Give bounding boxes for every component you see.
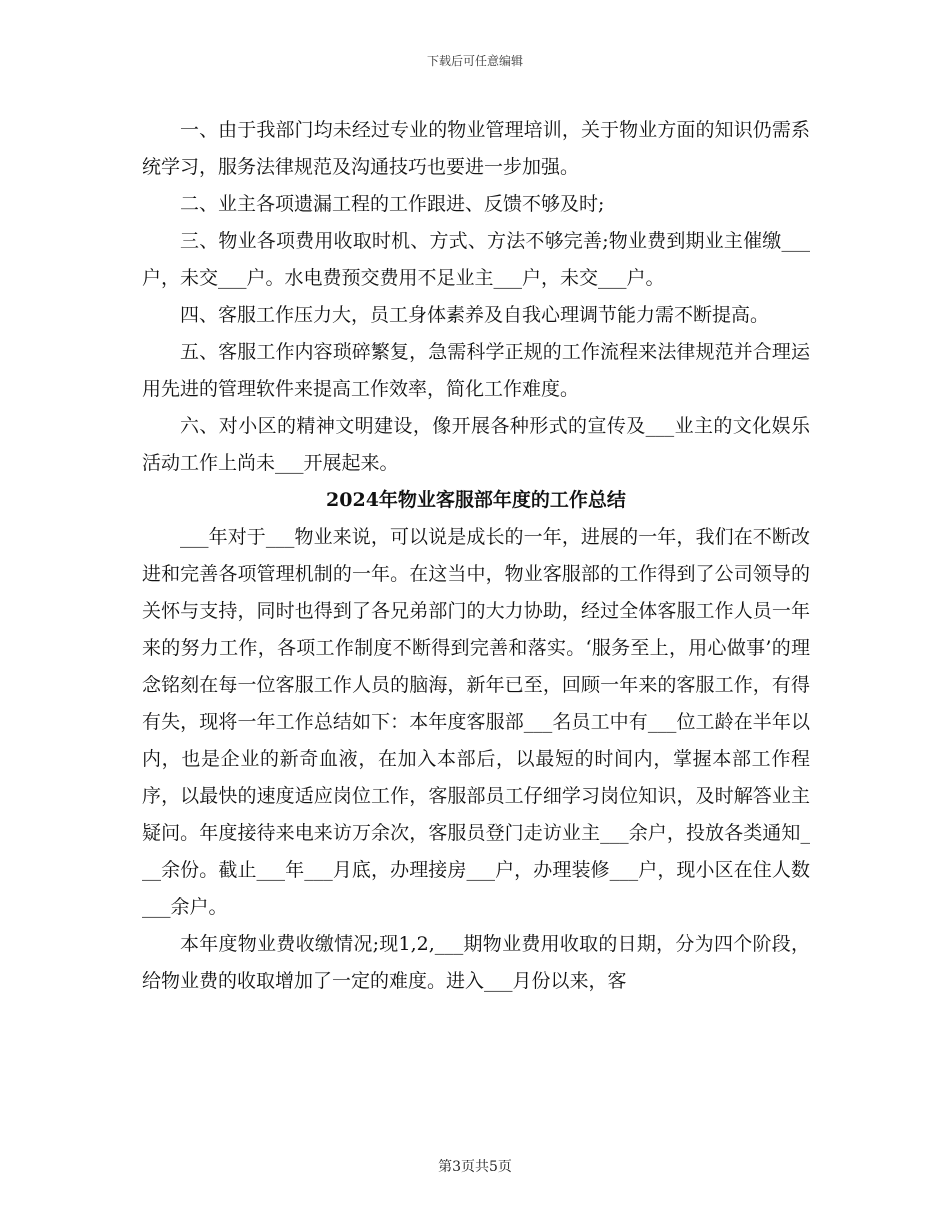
paragraph-3: 三、物业各项费用收取时机、方式、方法不够完善;物业费到期业主催缴___户，未交___户。水电费预交费用不足业主___户，未交___户。	[142, 230, 810, 289]
page-footer: 第3页共5页	[438, 1159, 512, 1175]
document-body	[142, 112, 810, 1000]
paragraph-8: 本年度物业费收缴情况;现1,2,___期物业费用收取的日期，分为四个阶段，给物业费的收取增加了一定的难度。进入___月份以来，客	[142, 933, 810, 992]
paragraph-4: 四、客服工作压力大，员工身体素养及自我心理调节能力需不断提高。	[180, 304, 770, 326]
page-header: 下载后可任意编辑	[426, 54, 523, 68]
paragraph-5: 五、客服工作内容琐碎繁复，急需科学正规的工作流程来法律规范并合理运用先进的管理软件来提高工作效率，简化工作难度。	[142, 341, 810, 400]
section-title: 2024年物业客服部年度的工作总结	[326, 489, 626, 511]
paragraph-6: 六、对小区的精神文明建设，像开展各种形式的宣传及___业主的文化娱乐活动工作上尚未___开展起来。	[142, 415, 810, 474]
paragraph-1: 一、由于我部门均未经过专业的物业管理培训，关于物业方面的知识仍需系统学习，服务法律规范及沟通技巧也要进一步加强。	[142, 119, 810, 178]
paragraph-7: ___年对于___物业来说，可以说是成长的一年，进展的一年，我们在不断改进和完善各项管理机制的一年。在这当中，物业客服部的工作得到了公司领导的关怀与支持，同时也得到了各兄弟部门的大力协助，经过全体客服工作人员一年来的努力工作，各项工作制度不断得到完善和落实。‘服务至上，用心做事’的理念铭刻在每一位客服工作人员的脑海，新年已至，回顾一年来的客服工作，有得有失，现将一年工作总结如下：本年度客服部___名员工中有___位工龄在半年以内，也是企业的新奇血液，在加入本部后，以最短的时间内，掌握本部工作程序，以最快的速度适应岗位工作，客服部员工仔细学习岗位知识，及时解答业主疑问。年度接待来电来访万余次，客服员登门走访业主___余户，投放各类通知___余份。截止___年___月底，办理接房___户，办理装修___户，现小区在住人数___余户。	[142, 526, 810, 918]
paragraph-2: 二、业主各项遗漏工程的工作跟进、反馈不够及时;	[180, 193, 605, 215]
